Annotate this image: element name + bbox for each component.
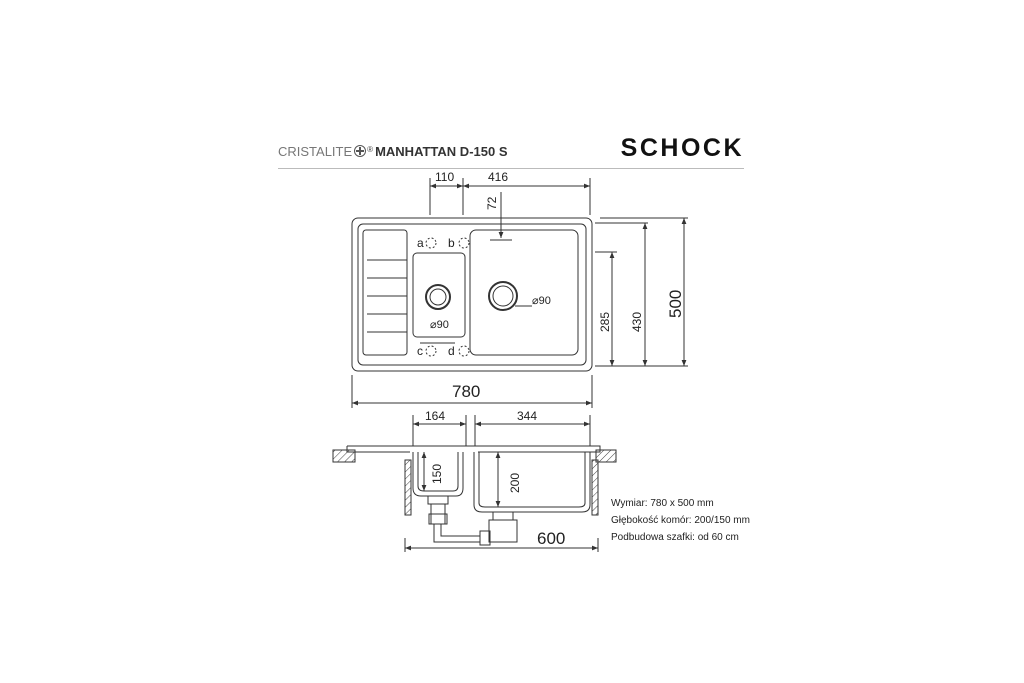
top-view (352, 178, 688, 408)
dim-72: 72 (485, 196, 499, 210)
dim-164: 164 (425, 409, 446, 423)
spec-list (611, 495, 750, 546)
registered-mark: ® (367, 145, 374, 154)
dim-416: 416 (488, 170, 509, 184)
cabinet-right-wall (592, 460, 598, 515)
tap-label-b: b (448, 236, 455, 250)
tap-hole-d-icon (459, 346, 469, 356)
drainer-area (363, 230, 407, 355)
cabinet-left-wall (405, 460, 411, 515)
large-bowl (470, 230, 578, 355)
dim-344: 344 (517, 409, 538, 423)
spec-cabinet: Podbudowa szafki: od 60 cm (611, 532, 739, 543)
drain-large-label: ⌀90 (532, 295, 551, 307)
tap-hole-b-icon (459, 238, 469, 248)
drain-small-label: ⌀90 (430, 319, 449, 331)
dim-780: 780 (452, 382, 481, 401)
dim-110: 110 (435, 170, 455, 184)
dim-430: 430 (630, 311, 644, 332)
large-bowl-section (474, 452, 590, 512)
schock-logo: SCHOCK (620, 134, 744, 162)
dim-285: 285 (598, 311, 612, 332)
sink-inner-rim (358, 224, 586, 365)
depth-150: 150 (430, 463, 444, 484)
dim-500: 500 (666, 289, 685, 318)
tap-hole-a-icon (426, 238, 436, 248)
drain-pipes (428, 496, 517, 545)
brand-name: CRISTALITE (278, 144, 353, 159)
tap-label-d: d (448, 344, 455, 358)
depth-200: 200 (508, 472, 522, 493)
tap-hole-c-icon (426, 346, 436, 356)
sink-top-lip (347, 446, 600, 452)
spec-depth: Głębokość komór: 200/150 mm (611, 515, 750, 526)
tap-label-a: a (417, 236, 424, 250)
model-name: MANHATTAN D-150 S (375, 144, 508, 159)
spec-size: Wymiar: 780 x 500 mm (611, 498, 714, 509)
tap-label-c: c (417, 344, 423, 358)
cabinet-600: 600 (537, 529, 566, 548)
sink-outline (352, 218, 592, 371)
side-view (333, 415, 616, 552)
